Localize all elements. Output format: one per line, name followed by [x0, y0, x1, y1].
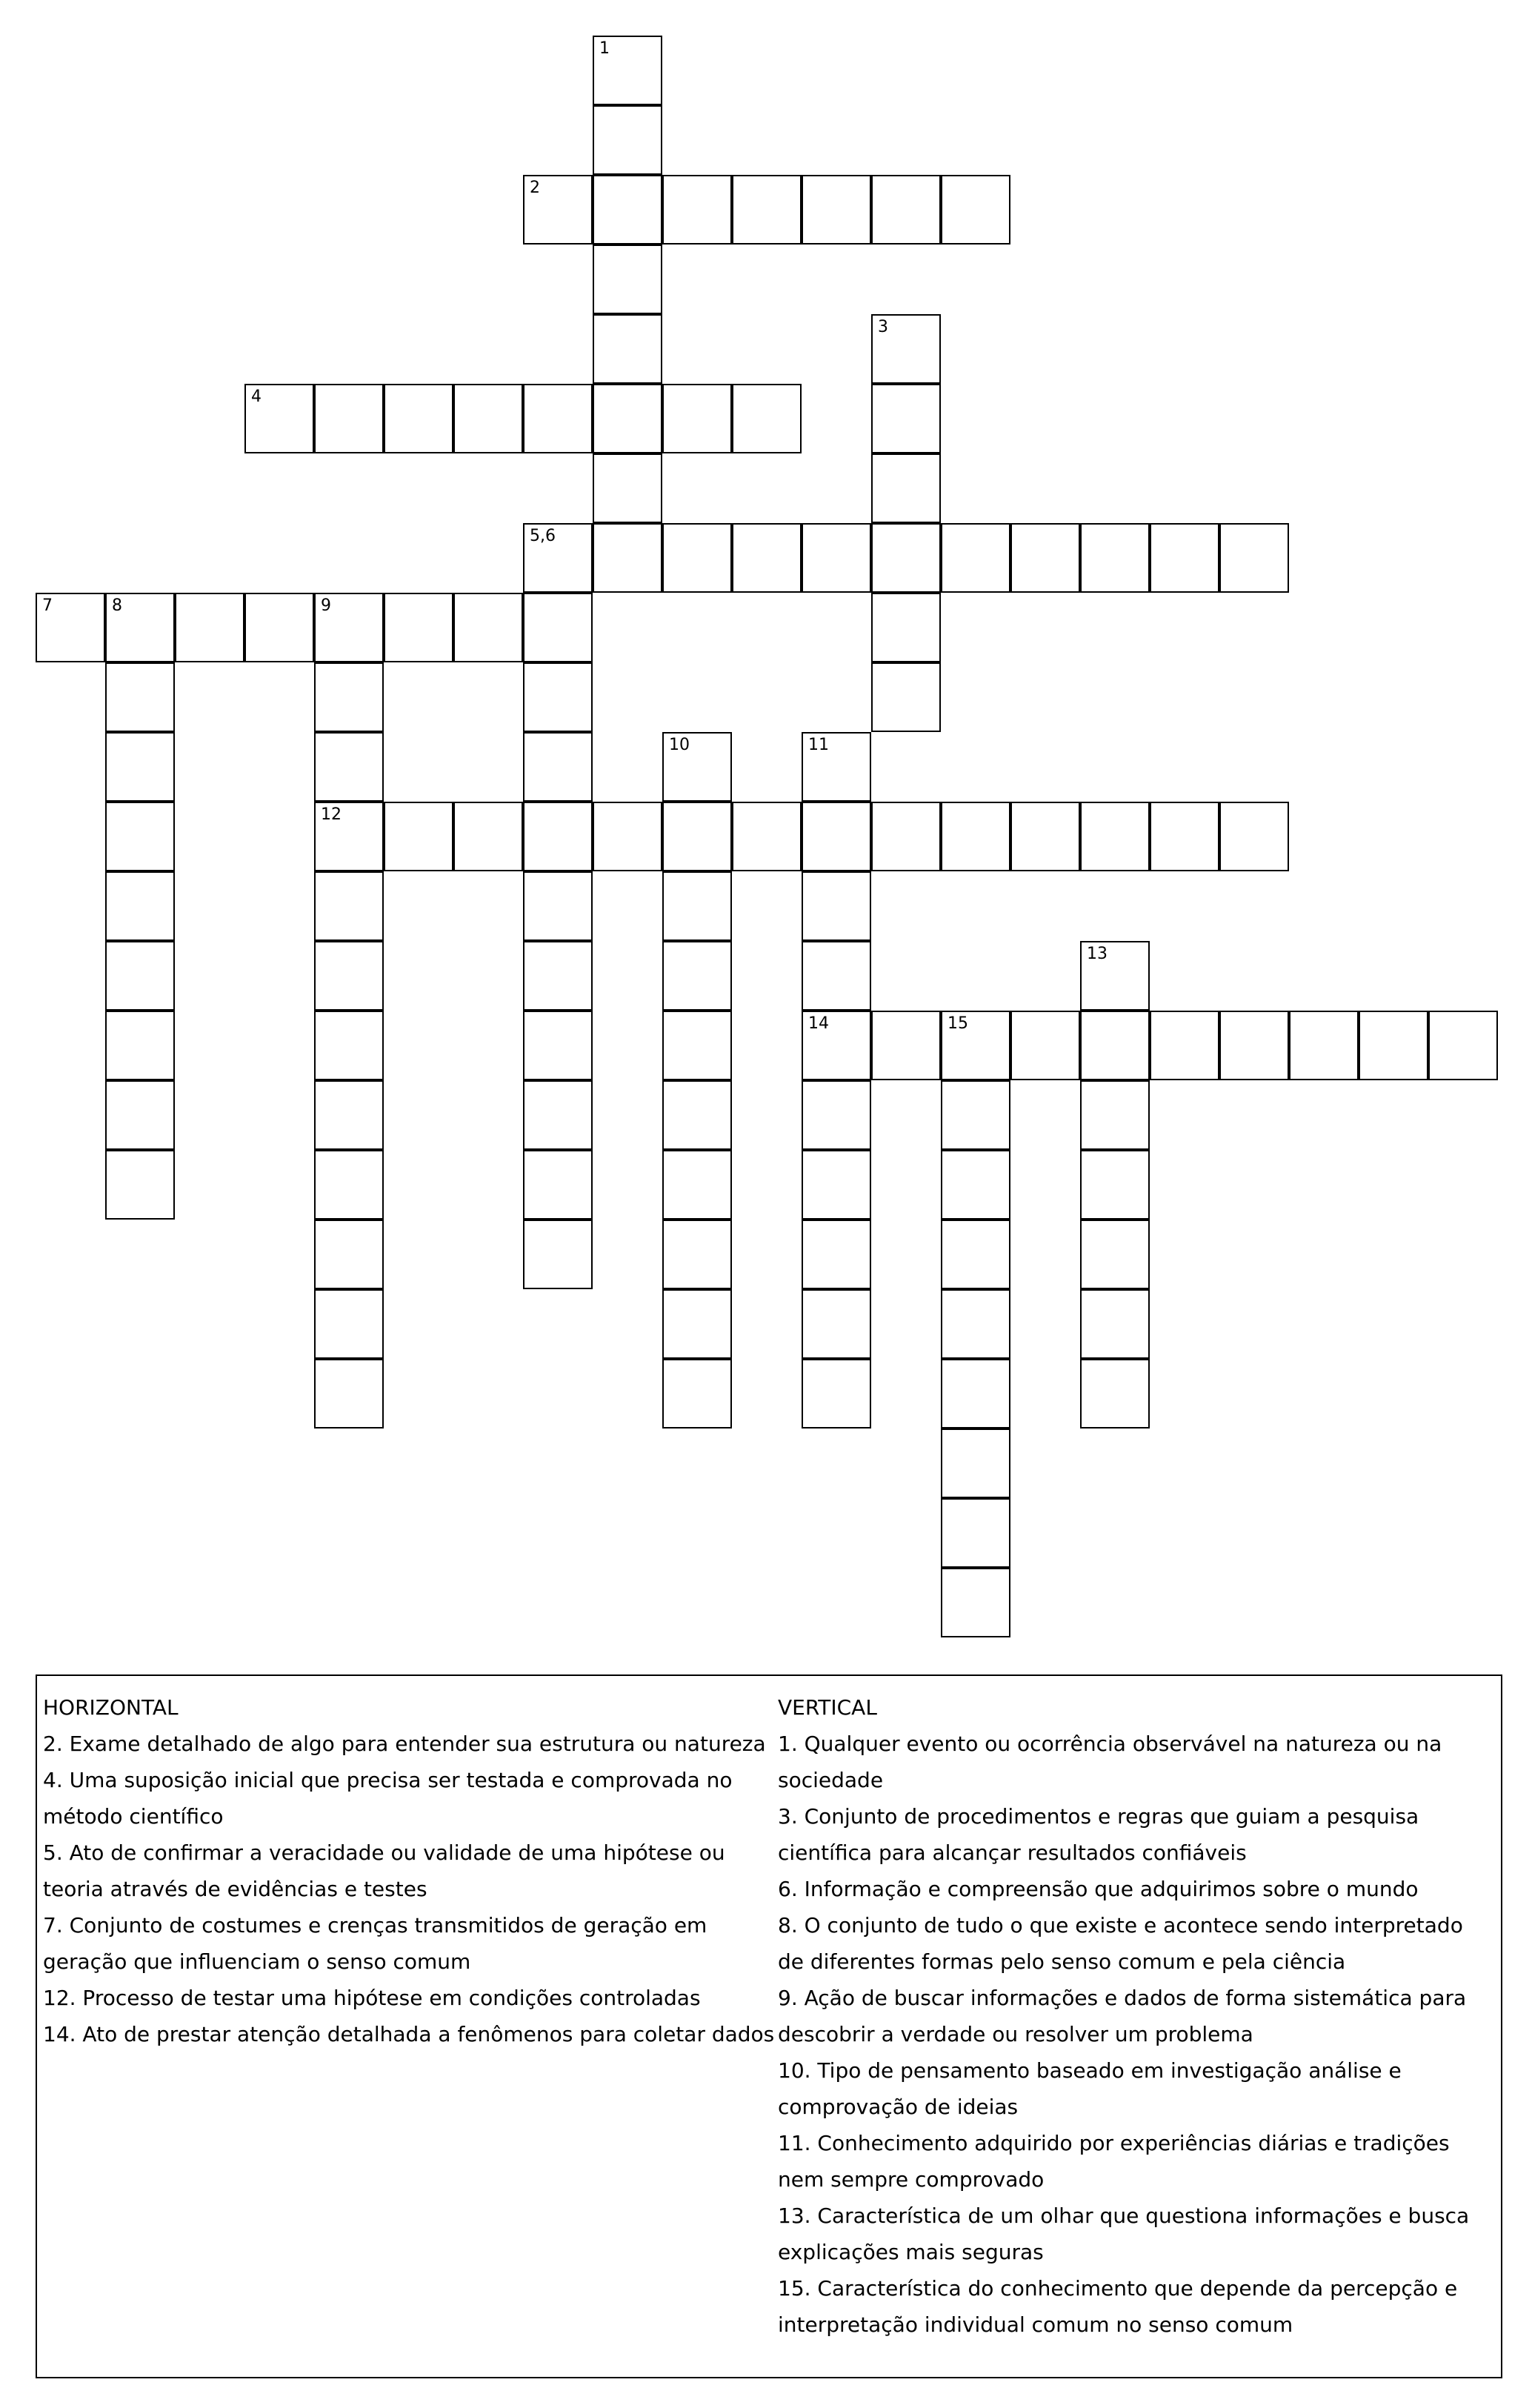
grid-cell[interactable]	[593, 802, 662, 871]
grid-cell[interactable]	[314, 941, 384, 1011]
grid-cell[interactable]	[523, 175, 593, 245]
grid-cell[interactable]	[662, 802, 732, 871]
grid-cell[interactable]	[871, 593, 941, 662]
grid-cell[interactable]	[384, 593, 453, 662]
grid-cell[interactable]	[314, 1080, 384, 1150]
grid-cell[interactable]	[871, 175, 941, 245]
grid-cell[interactable]	[662, 941, 732, 1011]
clue-number: 10	[669, 736, 690, 754]
grid-cell[interactable]	[802, 871, 871, 941]
grid-cell[interactable]	[314, 1150, 384, 1220]
grid-cell[interactable]	[802, 1359, 871, 1428]
grid-cell[interactable]	[1080, 1150, 1150, 1220]
grid-cell[interactable]	[523, 802, 593, 871]
grid-cell[interactable]	[314, 384, 384, 453]
grid-cell[interactable]	[384, 802, 453, 871]
grid-cell[interactable]	[1428, 1011, 1498, 1080]
grid-cell[interactable]	[802, 1011, 871, 1080]
grid-cell[interactable]	[105, 593, 175, 662]
grid-cell[interactable]	[523, 1011, 593, 1080]
grid-cell[interactable]	[802, 1220, 871, 1289]
clue-down-1: 1. Qualquer evento ou ocorrência observável na natureza ou na sociedade	[778, 1732, 1442, 1792]
clue-down-10: 10. Tipo de pensamento baseado em investigação análise e comprovação de ideias	[778, 2058, 1402, 2119]
vertical-clues	[778, 1689, 1489, 2343]
grid-cell[interactable]	[314, 1359, 384, 1428]
grid-cell[interactable]	[523, 1150, 593, 1220]
grid-cell[interactable]	[593, 453, 662, 523]
clue-down-15: 15. Característica do conhecimento que depende da percepção e interpretação individual comum no senso comum	[778, 2276, 1458, 2337]
clue-number: 8	[112, 596, 122, 615]
grid-cell[interactable]	[314, 1011, 384, 1080]
grid-cell[interactable]	[1219, 523, 1289, 593]
clue-number: 7	[42, 596, 53, 615]
grid-cell[interactable]	[523, 523, 593, 593]
grid-cell[interactable]	[941, 802, 1010, 871]
grid-cell[interactable]	[1080, 1080, 1150, 1150]
clue-number: 5,6	[530, 527, 556, 545]
grid-cell[interactable]	[593, 523, 662, 593]
grid-cell[interactable]	[105, 732, 175, 802]
grid-cell[interactable]	[871, 1011, 941, 1080]
grid-cell[interactable]	[662, 523, 732, 593]
grid-cell[interactable]	[941, 1359, 1010, 1428]
grid-cell[interactable]	[871, 453, 941, 523]
grid-cell[interactable]	[662, 384, 732, 453]
grid-cell[interactable]	[244, 384, 314, 453]
grid-cell[interactable]	[941, 523, 1010, 593]
grid-cell[interactable]	[453, 802, 523, 871]
grid-cell[interactable]	[662, 1289, 732, 1359]
grid-cell[interactable]	[105, 1150, 175, 1220]
grid-cell[interactable]	[662, 871, 732, 941]
clue-across-5: 5. Ato de confirmar a veracidade ou validade de uma hipótese ou teoria através de evidências e testes	[43, 1840, 725, 1901]
grid-cell[interactable]	[314, 1289, 384, 1359]
clue-across-2: 2. Exame detalhado de algo para entender sua estrutura ou natureza	[43, 1732, 766, 1756]
grid-cell[interactable]	[593, 314, 662, 384]
grid-cell[interactable]	[941, 1150, 1010, 1220]
grid-cell[interactable]	[871, 384, 941, 453]
grid-cell[interactable]	[732, 802, 802, 871]
grid-cell[interactable]	[105, 1080, 175, 1150]
clue-number: 2	[530, 179, 540, 197]
clue-number: 12	[321, 805, 342, 824]
vertical-heading: VERTICAL	[778, 1695, 877, 1720]
grid-cell[interactable]	[175, 593, 244, 662]
grid-cell[interactable]	[1289, 1011, 1359, 1080]
clue-number: 4	[251, 388, 262, 406]
grid-cell[interactable]	[802, 523, 871, 593]
grid-cell[interactable]	[732, 384, 802, 453]
grid-cell[interactable]	[453, 384, 523, 453]
horizontal-clues	[43, 1689, 776, 2052]
grid-cell[interactable]	[941, 1080, 1010, 1150]
grid-cell[interactable]	[941, 1289, 1010, 1359]
grid-cell[interactable]	[523, 1080, 593, 1150]
grid-cell[interactable]	[1080, 523, 1150, 593]
grid-cell[interactable]	[1010, 802, 1080, 871]
clue-number: 13	[1087, 945, 1108, 963]
grid-cell[interactable]	[662, 1150, 732, 1220]
grid-cell[interactable]	[941, 1428, 1010, 1498]
grid-cell[interactable]	[871, 523, 941, 593]
grid-cell[interactable]	[1359, 1011, 1428, 1080]
grid-cell[interactable]	[523, 941, 593, 1011]
grid-cell[interactable]	[1080, 1289, 1150, 1359]
grid-cell[interactable]	[314, 593, 384, 662]
grid-cell[interactable]	[662, 1359, 732, 1428]
clue-across-14: 14. Ato de prestar atenção detalhada a fenômenos para coletar dados	[43, 2022, 775, 2046]
grid-cell[interactable]	[802, 732, 871, 802]
grid-cell[interactable]	[1080, 802, 1150, 871]
grid-cell[interactable]	[662, 1080, 732, 1150]
grid-cell[interactable]	[1080, 1011, 1150, 1080]
grid-cell[interactable]	[802, 1150, 871, 1220]
grid-cell[interactable]	[36, 593, 105, 662]
clue-number: 9	[321, 596, 331, 615]
clue-across-4: 4. Uma suposição inicial que precisa ser testada e comprovada no método científico	[43, 1768, 733, 1829]
clue-across-12: 12. Processo de testar uma hipótese em condições controladas	[43, 1986, 701, 2010]
grid-cell[interactable]	[871, 314, 941, 384]
grid-cell[interactable]	[871, 662, 941, 732]
grid-cell[interactable]	[1010, 1011, 1080, 1080]
clue-down-13: 13. Característica de um olhar que questiona informações e busca explicações mais seguras	[778, 2204, 1470, 2264]
grid-cell[interactable]	[662, 1220, 732, 1289]
clue-number: 15	[947, 1014, 968, 1033]
grid-cell[interactable]	[105, 1011, 175, 1080]
grid-cell[interactable]	[314, 1220, 384, 1289]
grid-cell[interactable]	[1150, 523, 1219, 593]
horizontal-heading: HORIZONTAL	[43, 1695, 179, 1720]
grid-cell[interactable]	[593, 175, 662, 245]
grid-cell[interactable]	[662, 175, 732, 245]
grid-cell[interactable]	[523, 593, 593, 662]
grid-cell[interactable]	[384, 384, 453, 453]
grid-cell[interactable]	[732, 175, 802, 245]
grid-cell[interactable]	[314, 871, 384, 941]
grid-cell[interactable]	[1080, 1220, 1150, 1289]
clue-down-8: 8. O conjunto de tudo o que existe e acontece sendo interpretado de diferentes formas pelo senso comum e pela ciência	[778, 1913, 1463, 1974]
grid-cell[interactable]	[941, 1011, 1010, 1080]
grid-cell[interactable]	[802, 1289, 871, 1359]
grid-cell[interactable]	[1219, 802, 1289, 871]
grid-cell[interactable]	[802, 941, 871, 1011]
clue-down-11: 11. Conhecimento adquirido por experiências diárias e tradições nem sempre comprovado	[778, 2131, 1450, 2192]
grid-cell[interactable]	[523, 871, 593, 941]
grid-cell[interactable]	[1080, 941, 1150, 1011]
grid-cell[interactable]	[593, 245, 662, 314]
grid-cell[interactable]	[732, 523, 802, 593]
grid-cell[interactable]	[941, 175, 1010, 245]
grid-cell[interactable]	[1150, 802, 1219, 871]
grid-cell[interactable]	[314, 662, 384, 732]
grid-cell[interactable]	[662, 1011, 732, 1080]
grid-cell[interactable]	[1219, 1011, 1289, 1080]
clue-down-3: 3. Conjunto de procedimentos e regras que guiam a pesquisa científica para alcançar resultados confiáveis	[778, 1804, 1419, 1865]
grid-cell[interactable]	[314, 732, 384, 802]
grid-cell[interactable]	[105, 871, 175, 941]
grid-cell[interactable]	[1010, 523, 1080, 593]
clue-number: 14	[808, 1014, 829, 1033]
grid-cell[interactable]	[1080, 1359, 1150, 1428]
grid-cell[interactable]	[802, 175, 871, 245]
grid-cell[interactable]	[1150, 1011, 1219, 1080]
grid-cell[interactable]	[523, 662, 593, 732]
grid-cell[interactable]	[523, 732, 593, 802]
grid-cell[interactable]	[802, 802, 871, 871]
clue-down-6: 6. Informação e compreensão que adquirimos sobre o mundo	[778, 1877, 1419, 1901]
grid-cell[interactable]	[593, 105, 662, 175]
clue-number: 1	[599, 39, 610, 58]
grid-cell[interactable]	[453, 593, 523, 662]
grid-cell[interactable]	[314, 802, 384, 871]
grid-cell[interactable]	[105, 941, 175, 1011]
grid-cell[interactable]	[105, 662, 175, 732]
clue-down-9: 9. Ação de buscar informações e dados de forma sistemática para descobrir a verdade ou resolver um problema	[778, 1986, 1467, 2046]
grid-cell[interactable]	[523, 1220, 593, 1289]
clues-box	[36, 1674, 1502, 2378]
clue-number: 3	[878, 318, 888, 336]
grid-cell[interactable]	[105, 802, 175, 871]
grid-cell[interactable]	[941, 1568, 1010, 1637]
clue-across-7: 7. Conjunto de costumes e crenças transmitidos de geração em geração que influenciam o senso comum	[43, 1913, 707, 1974]
grid-cell[interactable]	[593, 36, 662, 105]
grid-cell[interactable]	[941, 1220, 1010, 1289]
grid-cell[interactable]	[941, 1498, 1010, 1568]
grid-cell[interactable]	[593, 384, 662, 453]
grid-cell[interactable]	[523, 384, 593, 453]
grid-cell[interactable]	[244, 593, 314, 662]
grid-cell[interactable]	[662, 732, 732, 802]
clue-number: 11	[808, 736, 829, 754]
grid-cell[interactable]	[802, 1080, 871, 1150]
grid-cell[interactable]	[871, 802, 941, 871]
